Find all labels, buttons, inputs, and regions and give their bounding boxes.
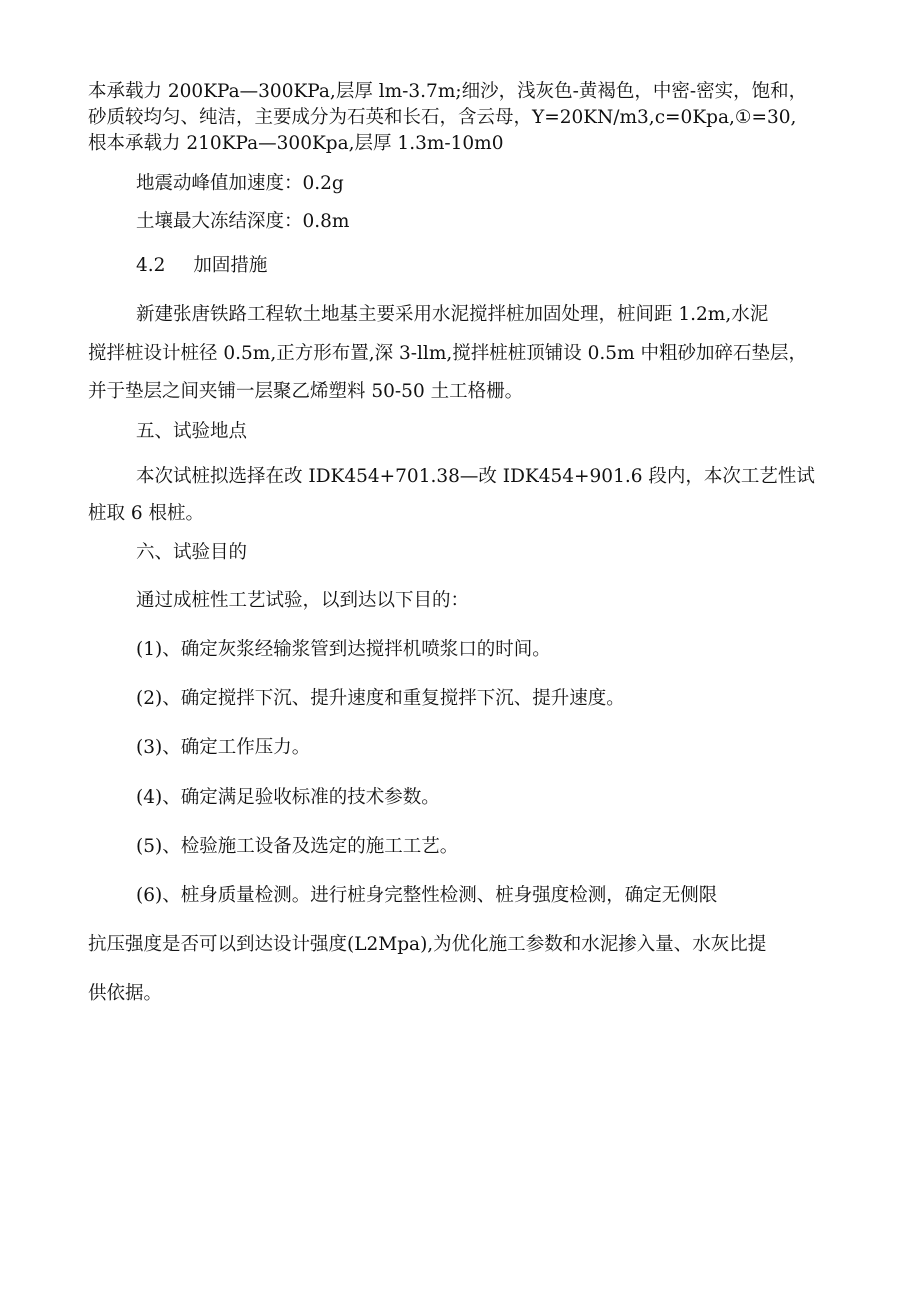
purpose-intro: 通过成桩性工艺试验，以到达以下目的： — [136, 590, 470, 611]
location-paragraph-line-1: 本次试桩拟选择在改 IDK454+701.38—改 IDK454+901.6 段内，本次工艺性试 — [136, 466, 815, 487]
section-5-heading: 五、试验地点 — [136, 421, 248, 442]
section-title: 加固措施 — [193, 255, 268, 276]
reinforcement-paragraph-line-3: 并于垫层之间夹铺一层聚乙烯塑料 50-50 土工格栅。 — [88, 381, 524, 402]
frost-depth: 土壤最大冻结深度：0.8m — [136, 211, 350, 232]
section-6-heading: 六、试验目的 — [136, 542, 248, 563]
section-number: 4.2 — [136, 255, 166, 276]
reinforcement-paragraph-line-1: 新建张唐铁路工程软土地基主要采用水泥搅拌桩加固处理，桩间距 1.2m,水泥 — [136, 304, 769, 325]
purpose-item-4: (4)、确定满足验收标准的技术参数。 — [136, 787, 440, 808]
purpose-item-6: (6)、桩身质量检测。进行桩身完整性检测、桩身强度检测，确定无侧限 — [136, 885, 718, 906]
soil-paragraph-line-1: 本承载力 200KPa—300KPa,层厚 lm-3.7m;细沙，浅灰色-黄褐色，中密-密实，饱和， — [88, 81, 808, 102]
purpose-item-1: (1)、确定灰浆经输浆管到达搅拌机喷浆口的时间。 — [136, 639, 551, 660]
section-4-2-heading — [136, 254, 267, 278]
location-paragraph-line-2: 桩取 6 根桩。 — [88, 503, 205, 524]
soil-paragraph-line-3: 根本承载力 210KPa—300Kpa,层厚 1.3m-10m0 — [88, 133, 504, 154]
seismic-acceleration: 地震动峰值加速度：0.2g — [136, 173, 344, 194]
reinforcement-paragraph-line-2: 搅拌桩设计桩径 0.5m,正方形布置,深 3-llm,搅拌桩桩顶铺设 0.5m 中粗砂加碎石垫层， — [88, 343, 807, 364]
purpose-item-6-line-3: 供依据。 — [88, 983, 163, 1004]
soil-paragraph-line-2: 砂质较均匀、纯洁，主要成分为石英和长石，含云母，Y=20KN/m3,c=0Kpa,①=30, — [88, 107, 797, 128]
purpose-item-5: (5)、检验施工设备及选定的施工工艺。 — [136, 836, 459, 857]
purpose-item-2: (2)、确定搅拌下沉、提升速度和重复搅拌下沉、提升速度。 — [136, 688, 625, 709]
purpose-item-6-line-2: 抗压强度是否可以到达设计强度(L2Mpa),为优化施工参数和水泥掺入量、水灰比提 — [88, 934, 767, 955]
purpose-item-3: (3)、确定工作压力。 — [136, 737, 311, 758]
